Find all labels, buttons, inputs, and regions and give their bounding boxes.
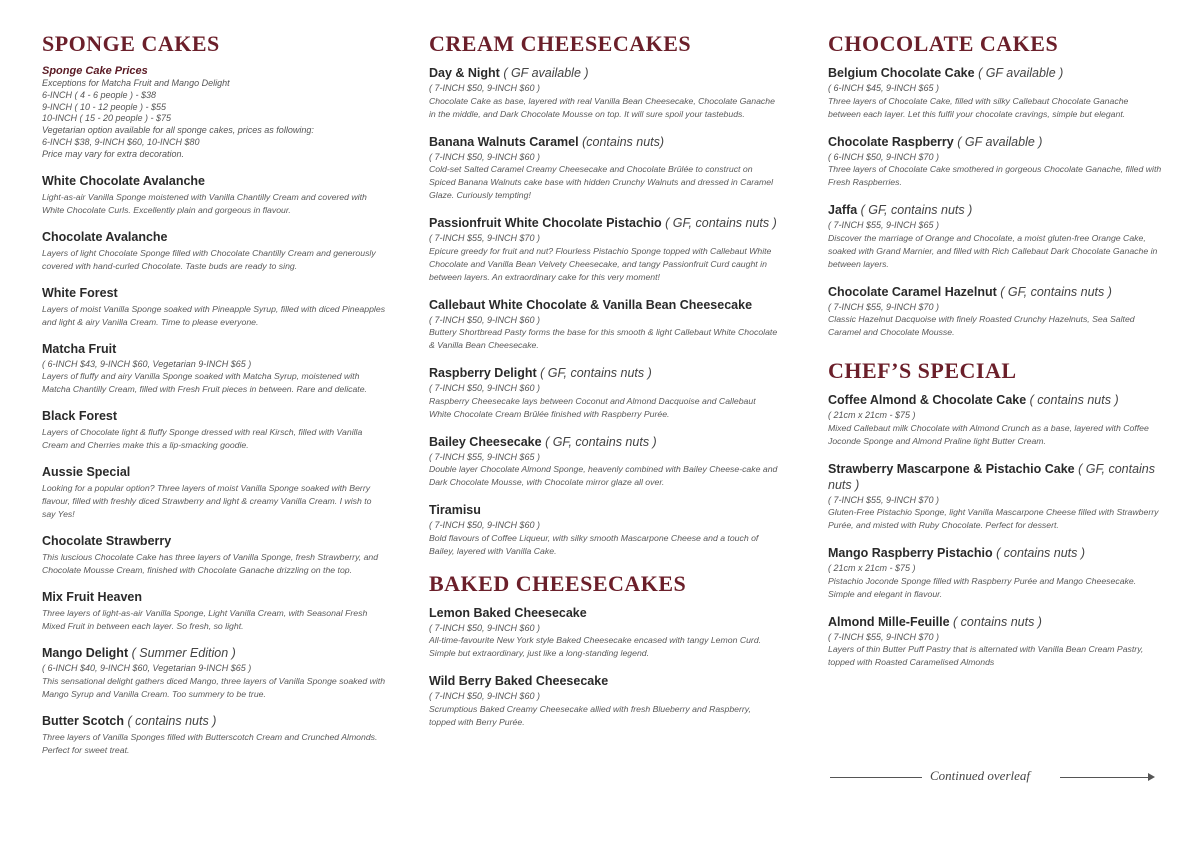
item-name: Coffee Almond & Chocolate Cake: [828, 393, 1027, 407]
item-price: ( 21cm x 21cm - $75 ): [828, 563, 916, 573]
item-title: [429, 605, 779, 621]
menu-item: [828, 461, 1163, 533]
item-name: Bailey Cheesecake: [429, 434, 542, 449]
menu-item: [42, 341, 387, 397]
item-name: Chocolate Avalanche: [42, 229, 168, 244]
item-description: Epicure greedy for fruit and nut? Flourless Pistachio Sponge topped with Callebaut White Chocolate and Vanilla Bean Velvety Cheesecake, and tangy Passionfruit Curd caught in between layers. An extraordinary cake for this very moment!: [429, 245, 772, 282]
item-description: Classic Hazelnut Dacquoise with finely Roasted Crunchy Hazelnuts, Sea Salted Caramel and Chocolate Mousse.: [828, 314, 1135, 337]
item-title: [429, 215, 779, 231]
item-name: Wild Berry Baked Cheesecake: [429, 674, 609, 688]
item-title: [828, 202, 1163, 218]
item-name: Banana Walnuts Caramel: [429, 134, 579, 149]
item-description: Double layer Chocolate Almond Sponge, heavenly combined with Bailey Cheese-cake and Dark Chocolate Mousse, with Chocolate mirror glaze all over.: [429, 464, 778, 487]
sponge-items: [42, 173, 387, 757]
item-note: ( GF, contains nuts ): [540, 366, 652, 380]
item-title: [828, 545, 1163, 561]
item-title: [42, 173, 387, 189]
item-note: ( contains nuts ): [953, 614, 1042, 629]
item-price: ( 7-INCH $55, 9-INCH $70 ): [828, 301, 940, 312]
item-title: [42, 229, 387, 245]
item-title: [42, 589, 387, 605]
menu-item: [429, 434, 779, 490]
item-price: ( 6-INCH $40, 9-INCH $60, Vegetarian 9-INCH $65 ): [42, 663, 252, 674]
menu-item: [429, 673, 779, 729]
item-note: ( contains nuts ): [1029, 393, 1119, 407]
menu-item: [828, 134, 1163, 190]
item-name: Lemon Baked Cheesecake: [429, 605, 587, 620]
section-title: CREAM CHEESECAKES: [429, 31, 692, 56]
item-description: Discover the marriage of Orange and Chocolate, a moist gluten-free Orange Cake, soaked with Grand Marnier, and filled with Rich Callebaut Dark Chocolate Ganache in between layers.: [828, 232, 1158, 269]
intro-lines: [42, 78, 387, 161]
item-name: Day & Night: [429, 66, 500, 80]
item-title: [429, 673, 779, 689]
item-note: (contains nuts): [582, 134, 665, 149]
item-title: [42, 341, 387, 357]
section-title: BAKED CHEESECAKES: [429, 570, 687, 596]
menu-item: [828, 545, 1163, 601]
section-title: CHOCOLATE CAKES: [828, 31, 1059, 56]
item-price: ( 6-INCH $50, 9-INCH $70 ): [828, 151, 940, 162]
item-description: Mixed Callebaut milk Chocolate with Almond Crunch as a base, layered with Coffee Joconde Sponge and Almond Praline light Butter Cream.: [828, 422, 1149, 446]
item-name: Aussie Special: [42, 465, 131, 480]
item-price: ( 7-INCH $55, 9-INCH $65 ): [429, 451, 541, 462]
item-title: [828, 614, 1163, 630]
item-name: Passionfruit White Chocolate Pistachio: [429, 216, 662, 230]
item-name: Raspberry Delight: [429, 366, 537, 380]
menu-item: [828, 392, 1163, 448]
item-description: Layers of Chocolate light & fluffy Sponge dressed with real Kirsch, filled with Vanilla Cream and Cherries make this a lip-smacking goodie.: [42, 427, 363, 451]
menu-item: [42, 229, 387, 273]
item-title: [828, 134, 1163, 150]
item-description: Layers of moist Vanilla Sponge soaked with Pineapple Syrup, filled with diced Pineapples and light & airy Vanilla Cream. Time to please everyone.: [42, 303, 386, 327]
intro-line: 6-INCH $38, 9-INCH $60, 10-INCH $80: [42, 136, 200, 147]
item-title: [429, 365, 779, 381]
item-description: Layers of fluffy and airy Vanilla Sponge soaked with Matcha Syrup, moistened with Matcha Chantilly Cream, filled with Fresh Fruit pieces in between. Rare and delicate.: [42, 371, 367, 395]
continued-overleaf: [830, 766, 1160, 786]
item-note: ( GF available ): [503, 66, 589, 80]
intro-line: 6-INCH ( 4 - 6 people ) - $38: [42, 89, 157, 100]
item-name: Butter Scotch: [42, 713, 124, 728]
item-price: ( 7-INCH $55, 9-INCH $70 ): [828, 494, 940, 505]
item-description: Cold-set Salted Caramel Creamy Cheesecake and Chocolate Brûlée to construct on Spiced Banana Walnuts cake base with hidden Crunchy Walnuts and dressed in Caramel Glaze. Curiously tempting!: [429, 164, 773, 200]
item-name: Mix Fruit Heaven: [42, 590, 143, 605]
menu-item: [429, 297, 779, 353]
item-note: ( GF, contains nuts ): [860, 203, 973, 217]
item-name: White Forest: [42, 285, 118, 300]
item-name: Jaffa: [828, 203, 858, 217]
item-note: ( GF available ): [957, 134, 1043, 149]
intro-line: 10-INCH ( 15 - 20 people ) - $75: [42, 113, 172, 124]
item-name: Chocolate Raspberry: [828, 134, 954, 149]
menu-item: [42, 533, 387, 577]
item-title: [828, 461, 1163, 493]
cheesecakes-column: [429, 32, 779, 742]
item-description: Three layers of Chocolate Cake smothered in gorgeous Chocolate Ganache, filled with Fresh Raspberries.: [828, 164, 1162, 187]
sponge-price-intro: [42, 65, 387, 161]
item-note: ( contains nuts ): [996, 546, 1086, 560]
item-title: [42, 713, 387, 729]
intro-line: Vegetarian option available for all sponge cakes, prices as following:: [42, 125, 314, 136]
menu-item: [42, 713, 387, 757]
divider-line: [1060, 777, 1152, 778]
item-name: Mango Raspberry Pistachio: [828, 546, 993, 560]
item-description: Three layers of light-as-air Vanilla Sponge, Light Vanilla Cream, with Seasonal Fresh Mixed Fruit in between each layer. So fresh, so light.: [42, 608, 368, 632]
item-description: Layers of light Chocolate Sponge filled with Chocolate Chantilly Cream and generously covered with hand-curled Chocolate. Taste buds are ready to sing.: [42, 247, 376, 271]
item-price: ( 7-INCH $55, 9-INCH $70 ): [828, 631, 940, 642]
item-title: [42, 464, 387, 480]
item-description: Three layers of Chocolate Cake, filled with silky Callebaut Chocolate Ganache between each layer. Let this fulfil your chocolate cravings, simple but elegant.: [828, 95, 1129, 119]
item-name: Strawberry Mascarpone & Pistachio Cake: [828, 461, 1075, 476]
item-description: All-time-favourite New York style Baked Cheesecake encased with tangy Lemon Curd. Simple but extraordinary, just like a long-standing legend.: [429, 635, 762, 658]
item-title: [429, 297, 779, 313]
item-price: ( 7-INCH $50, 9-INCH $60 ): [429, 383, 541, 393]
chef-items: [828, 392, 1163, 669]
intro-line: 9-INCH ( 10 - 12 people ) - $55: [42, 101, 167, 112]
item-description: Scrumptious Baked Creamy Cheesecake allied with fresh Blueberry and Raspberry, topped with Berry Purée.: [429, 703, 751, 727]
item-name: Matcha Fruit: [42, 341, 117, 356]
item-description: Raspberry Cheesecake lays between Coconut and Almond Dacquoise and Callebaut White Chocolate Cream Brûlée finished with Raspberry Purée.: [429, 395, 756, 419]
item-description: Chocolate Cake as base, layered with real Vanilla Bean Cheesecake, Chocolate Ganache in the middle, and Dark Chocolate Mousse on top. It will sure spoil your tastebuds.: [429, 95, 775, 119]
menu-item: [828, 614, 1163, 670]
item-description: Three layers of Vanilla Sponges filled with Butterscotch Cream and Crunched Almonds. Perfect for sweet treat.: [42, 731, 378, 755]
item-price: ( 7-INCH $55, 9-INCH $65 ): [828, 220, 940, 230]
menu-item: [828, 65, 1163, 121]
intro-title: Sponge Cake Prices: [42, 65, 148, 77]
menu-item: [42, 645, 387, 701]
item-name: White Chocolate Avalanche: [42, 173, 205, 188]
divider-line: [830, 777, 922, 778]
item-description: Gluten-Free Pistachio Sponge, light Vanilla Mascarpone Cheese filled with Strawberry Purée, and misted with Ruby Chocolate. Perfect for dessert.: [828, 507, 1159, 530]
chocolate-and-special-column: [828, 32, 1163, 682]
item-description: This sensational delight gathers diced Mango, three layers of Vanilla Sponge soaked with Mango Syrup and Vanilla Cream. Too summery to be true.: [42, 675, 386, 699]
continued-text: Continued overleaf: [930, 768, 1031, 783]
item-title: [429, 502, 779, 518]
item-description: Pistachio Joconde Sponge filled with Raspberry Purée and Mango Cheesecake. Simple and elegant in flavour.: [828, 575, 1137, 599]
menu-item: [828, 284, 1163, 340]
item-note: ( GF available ): [978, 66, 1064, 80]
item-name: Tiramisu: [429, 503, 481, 517]
item-price: ( 7-INCH $50, 9-INCH $60 ): [429, 622, 541, 633]
section-title: SPONGE CAKES: [42, 31, 220, 56]
item-name: Chocolate Caramel Hazelnut: [828, 284, 997, 299]
item-note: ( contains nuts ): [127, 713, 217, 728]
item-description: Bold flavours of Coffee Liqueur, with silky smooth Mascarpone Cheese and a touch of Bailey, layered with Vanilla Cake.: [429, 532, 759, 556]
item-price: ( 7-INCH $50, 9-INCH $60 ): [429, 691, 541, 701]
item-note: ( GF, contains nuts ): [545, 434, 657, 449]
intro-line: Price may vary for extra decoration.: [42, 148, 185, 159]
item-price: ( 21cm x 21cm - $75 ): [828, 410, 916, 420]
item-name: Black Forest: [42, 409, 118, 424]
menu-item: [42, 285, 387, 329]
item-title: [42, 533, 387, 549]
item-title: [42, 285, 387, 301]
item-price: ( 7-INCH $50, 9-INCH $60 ): [429, 314, 541, 325]
arrow-right-icon: [1148, 773, 1155, 781]
baked-items: [429, 605, 779, 729]
item-description: Looking for a popular option? Three layers of moist Vanilla Sponge soaked with Berry flavour, filled with freshly diced Strawberry and light & creamy Vanilla Cream. I wish to say Yes!: [42, 483, 372, 520]
menu-item: [42, 173, 387, 217]
item-title: [429, 434, 779, 450]
item-title: [828, 284, 1163, 300]
item-price: ( 6-INCH $45, 9-INCH $65 ): [828, 83, 940, 93]
item-name: Almond Mille-Feuille: [828, 614, 950, 629]
item-price: ( 7-INCH $50, 9-INCH $60 ): [429, 520, 541, 530]
item-price: ( 7-INCH $55, 9-INCH $70 ): [429, 233, 541, 243]
intro-line: Exceptions for Matcha Fruit and Mango Delight: [42, 78, 230, 88]
menu-item: [828, 202, 1163, 271]
menu-item: [429, 605, 779, 661]
menu-item: [42, 589, 387, 633]
item-price: ( 7-INCH $50, 9-INCH $60 ): [429, 83, 541, 93]
item-title: [828, 65, 1163, 81]
item-name: Belgium Chocolate Cake: [828, 66, 975, 80]
menu-item: [42, 408, 387, 452]
sponge-cakes-column: [42, 32, 387, 769]
item-name: Mango Delight: [42, 646, 129, 661]
item-title: [828, 392, 1163, 408]
menu-item: [429, 365, 779, 421]
item-name: Callebaut White Chocolate & Vanilla Bean Cheesecake: [429, 297, 753, 312]
item-description: Buttery Shortbread Pasty forms the base for this smooth & light Callebaut White Chocolate & Vanilla Bean Cheesecake.: [429, 327, 778, 350]
item-note: ( GF, contains nuts ): [1000, 284, 1112, 299]
menu-item: [429, 65, 779, 121]
item-title: [429, 65, 779, 81]
item-note: ( GF, contains nuts ): [828, 461, 1155, 492]
item-note: ( GF, contains nuts ): [665, 216, 777, 230]
item-note: ( Summer Edition ): [131, 646, 236, 661]
menu-item: [429, 134, 779, 203]
item-description: This luscious Chocolate Cake has three layers of Vanilla Sponge, fresh Strawberry, and Chocolate Mousse Cream, finished with Chocolate Ganache drizzling on the top.: [42, 552, 379, 576]
menu-item: [429, 502, 779, 558]
item-description: Light-as-air Vanilla Sponge moistened with Vanilla Chantilly Cream and covered with White Chocolate Curls. Excellently plain and gorgeous in flavour.: [42, 191, 367, 215]
cream-items: [429, 65, 779, 558]
menu-item: [42, 464, 387, 521]
item-price: ( 7-INCH $50, 9-INCH $60 ): [429, 151, 541, 162]
section-title: CHEF’S SPECIAL: [828, 358, 1017, 383]
item-price: ( 6-INCH $43, 9-INCH $60, Vegetarian 9-INCH $65 ): [42, 358, 252, 369]
item-title: [42, 645, 387, 661]
item-title: [42, 408, 387, 424]
item-name: Chocolate Strawberry: [42, 534, 172, 549]
menu-item: [429, 215, 779, 284]
item-title: [429, 134, 779, 150]
chocolate-items: [828, 65, 1163, 339]
item-description: Layers of thin Butter Puff Pastry that is alternated with Vanilla Bean Cream Pastry, topped with Roasted Caramelised Almonds: [828, 644, 1144, 667]
